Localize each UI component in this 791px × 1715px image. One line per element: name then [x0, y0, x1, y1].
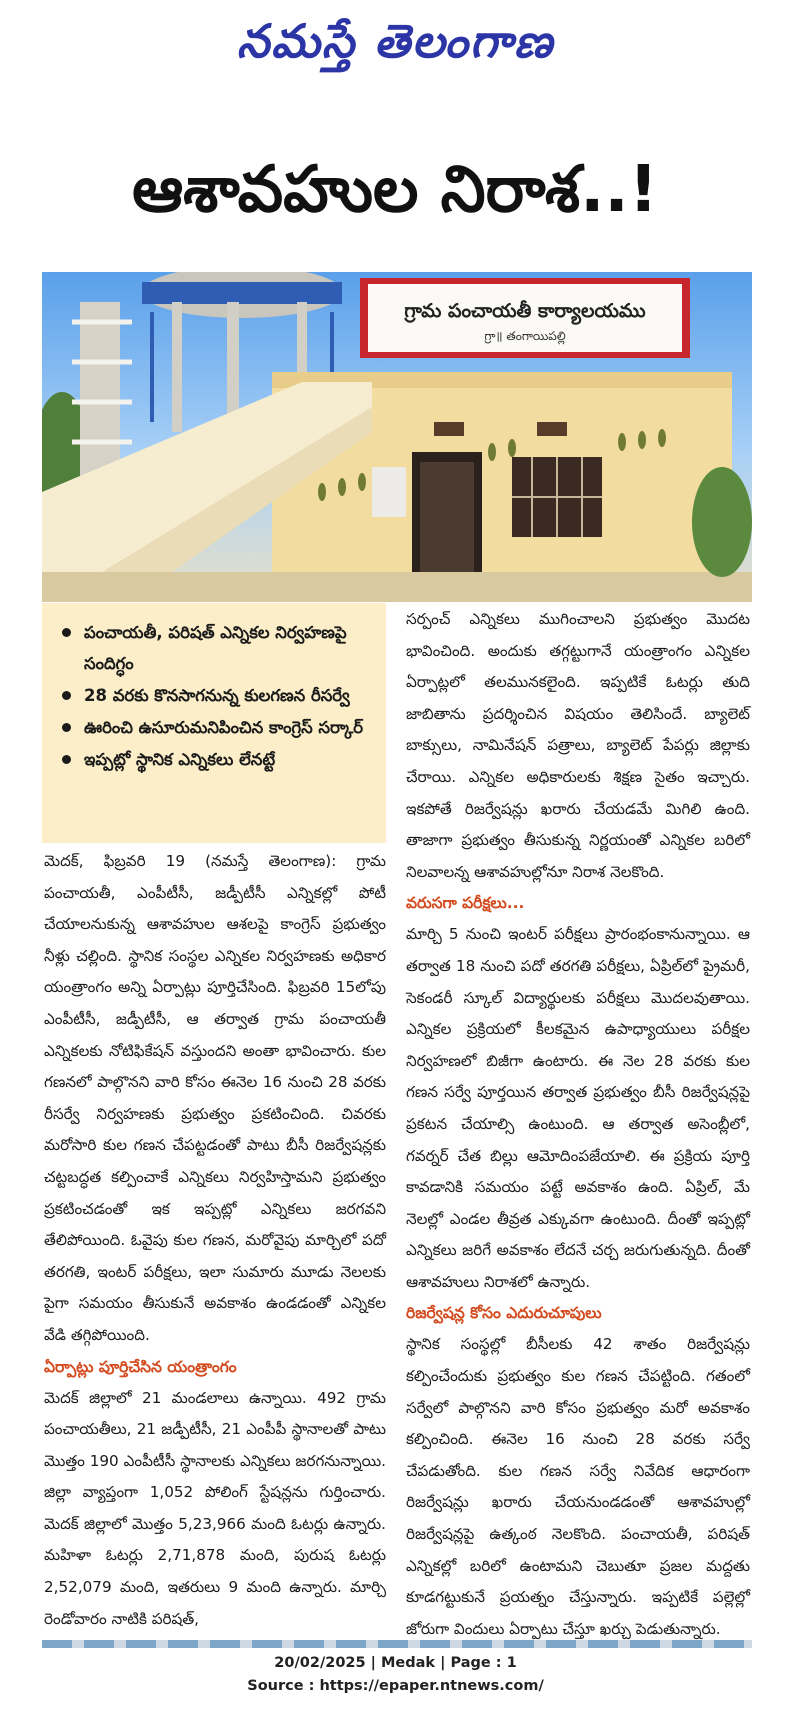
news-photo [42, 272, 752, 602]
highlight-item: ఇప్పట్లో స్థానిక ఎన్నికలు లేనట్టే [58, 744, 374, 775]
panchayat-office-illustration [42, 272, 752, 602]
subheading: ఏర్పాట్లు పూర్తిచేసిన యంత్రాంగం [44, 1357, 237, 1376]
highlight-item: 28 వరకు కొనసాగనున్న కులగణన రీసర్వే [58, 680, 374, 711]
footer-date-line: 20/02/2025 | Medak | Page : 1 [274, 1655, 517, 1671]
signboard-subtext: గ్రా॥ తంగాయిపల్లి [484, 329, 566, 343]
highlights-list [58, 617, 374, 775]
article-paragraph: మెదక్ జిల్లాలో 21 మండలాలు ఉన్నాయి. 492 గ్రామ పంచాయతీలు, 21 జడ్పీటీసీ, 21 ఎంపీపీ స్థానాలతో పాటు మొత్తం 190 ఎంపీటీసీ స్థానాలకు ఎన్నికలు జరగనున్నాయి. జిల్లా వ్యాప్తంగా 1,052 పోలింగ్ స్టేషన్లను గుర్తించారు. మెదక్ జిల్లాలో మొత్తం 5,23,966 మంది ఓటర్లు ఉన్నారు. మహిళా ఓటర్లు 2,71,878 మంది, పురుష ఓటర్లు 2,52,079 మంది, ఇతరులు 9 మంది ఉన్నారు. మార్చి రెండోవారం నాటికి పరిషత్, [44, 1388, 386, 1628]
footer-source-line: Source : https://epaper.ntnews.com/ [247, 1678, 544, 1694]
highlight-item: ఊరించి ఉసూరుమనిపించిన కాంగ్రెస్ సర్కార్ [58, 712, 374, 743]
masthead-logo: నమస్తే తెలంగాణ [236, 14, 555, 68]
highlight-item: పంచాయతీ, పరిషత్ ఎన్నికల నిర్వహణపై సందిగ్ధం [58, 617, 374, 679]
subheading: వరుసగా పరీక్షలు... [406, 894, 525, 913]
subheading: రిజర్వేషన్ల కోసం ఎదురుచూపులు [406, 1304, 602, 1323]
highlights-box [42, 603, 386, 843]
article-paragraph: మార్చి 5 నుంచి ఇంటర్ పరీక్షలు ప్రారంభంకానున్నాయి. ఆ తర్వాత 18 నుంచి పదో తరగతి పరీక్షలు, ఏప్రిల్‌లో ప్రైమరీ, సెకండరీ స్కూల్ విద్యార్థులకు పరీక్షలు మొదలవుతాయి. ఎన్నికల ప్రక్రియలో కీలకమైన ఉపాధ్యాయులు పరీక్షల నిర్వహణలో బిజీగా ఉంటారు. ఈ నెల 28 వరకు కుల గణన సర్వే పూర్తయిన తర్వాత ప్రభుత్వం బీసీ రిజర్వేషన్లపై ప్రకటన చేయాల్సి ఉంటుంది. ఆ తర్వాత అసెంబ్లీలో, గవర్నర్ చేత బిల్లు ఆమోదింపజేయాలి. ఈ ప్రక్రియ పూర్తి కావడానికి సమయం పట్టే అవకాశం ఉంది. ఏప్రిల్, మే నెలల్లో ఎండల తీవ్రత ఎక్కువగా ఉంటుంది. దీంతో ఇప్పట్లో ఎన్నికలు జరిగే అవకాశం లేదనే చర్చ జరుగుతున్నది. దీంతో ఆశావహులు నిరాశలో ఉన్నారు. [406, 925, 750, 1291]
right-column [406, 604, 750, 1645]
signboard-text: గ్రామ పంచాయతీ కార్యాలయము [404, 300, 646, 322]
headline: ఆశావహుల నిరాశ..! [132, 153, 658, 227]
article-paragraph: మెదక్, ఫిబ్రవరి 19 (నమస్తే తెలంగాణ): గ్రామ పంచాయతీ, ఎంపీటీసీ, జడ్పీటీసీ ఎన్నికల్లో పోటీ చేయాలనుకున్న ఆశావహుల ఆశలపై కాంగ్రెస్ ప్రభుత్వం నీళ్లు చల్లింది. స్థానిక సంస్థల ఎన్నికల నిర్వహణకు అధికార యంత్రాంగం అన్ని ఏర్పాట్లు పూర్తిచేసింది. ఫిబ్రవరి 15లోపు ఎంపీటీసీ, జడ్పీటీసీ, ఆ తర్వాత గ్రామ పంచాయతీ ఎన్నికలకు నోటిఫికేషన్ వస్తుందని అంతా భావించారు. కుల గణనలో పాల్గొనని వారి కోసం ఈనెల 16 నుంచి 28 వరకు రీసర్వే నిర్వహణకు ప్రభుత్వం ప్రకటించింది. చివరకు మరోసారి కుల గణన చేపట్టడంతో పాటు బీసీ రిజర్వేషన్లకు చట్టబద్ధత కల్పించాకే ఎన్నికలు నిర్వహిస్తామని ప్రభుత్వం ప్రకటించడంతో ఇక ఇప్పట్లో ఎన్నికలు జరగవని తేలిపోయింది. ఓవైపు కుల గణన, మరోవైపు మార్చిలో పదో తరగతి, ఇంటర్ పరీక్షలు, ఇలా సుమారు మూడు నెలలకు పైగా సమయం తీసుకునే అవకాశం ఉండడంతో ఎన్నికల వేడి తగ్గిపోయింది. [44, 852, 386, 1344]
page-bottom-strip [42, 1640, 752, 1648]
article-paragraph: స్థానిక సంస్థల్లో బీసీలకు 42 శాతం రిజర్వేషన్లు కల్పించేందుకు ప్రభుత్వం కుల గణన చేపట్టింది. గతంలో సర్వేలో పాల్గొనని వారి కోసం ప్రభుత్వం మరో అవకాశం కల్పించింది. ఈనెల 16 నుంచి 28 వరకు సర్వే చేపడుతోంది. కుల గణన సర్వే నివేదిక ఆధారంగా రిజర్వేషన్లు ఖరారు చేయనుండడంతో ఆశావహుల్లో రిజర్వేషన్లపై ఉత్కంఠ నెలకొంది. పంచాయతీ, పరిషత్ ఎన్నికల్లో బరిలో ఉంటామని చెబుతూ ప్రజల మద్దతు కూడగట్టుకునే ప్రయత్నం చేస్తున్నారు. ఇప్పటికే పల్లెల్లో జోరుగా విందులు ఏర్పాటు చేస్తూ ఖర్చు పెడుతున్నారు. [406, 1335, 750, 1638]
article-paragraph: సర్పంచ్ ఎన్నికలు ముగించాలని ప్రభుత్వం మొదట భావించింది. అందుకు తగ్గట్టుగానే యంత్రాంగం ఎన్నికల ఏర్పాట్లలో తలమునకలైంది. ఇప్పటికే ఓటర్లు తుది జాబితాను ప్రదర్శించిన విషయం తెలిసిందే. బ్యాలెట్ బాక్సులు, నామినేషన్ పత్రాలు, బ్యాలెట్ పేపర్లు జిల్లాకు చేరాయి. ఎన్నికల అధికారులకు శిక్షణ సైతం ఇచ్చారు. ఇకపోతే రిజర్వేషన్లు ఖరారు చేయడమే మిగిలి ఉంది. తాజాగా ప్రభుత్వం తీసుకున్న నిర్ణయంతో ఎన్నికల బరిలో నిలవాలన్న ఆశావహుల్లోనూ నిరాశ నెలకొంది. [406, 610, 750, 881]
left-column [44, 846, 386, 1635]
